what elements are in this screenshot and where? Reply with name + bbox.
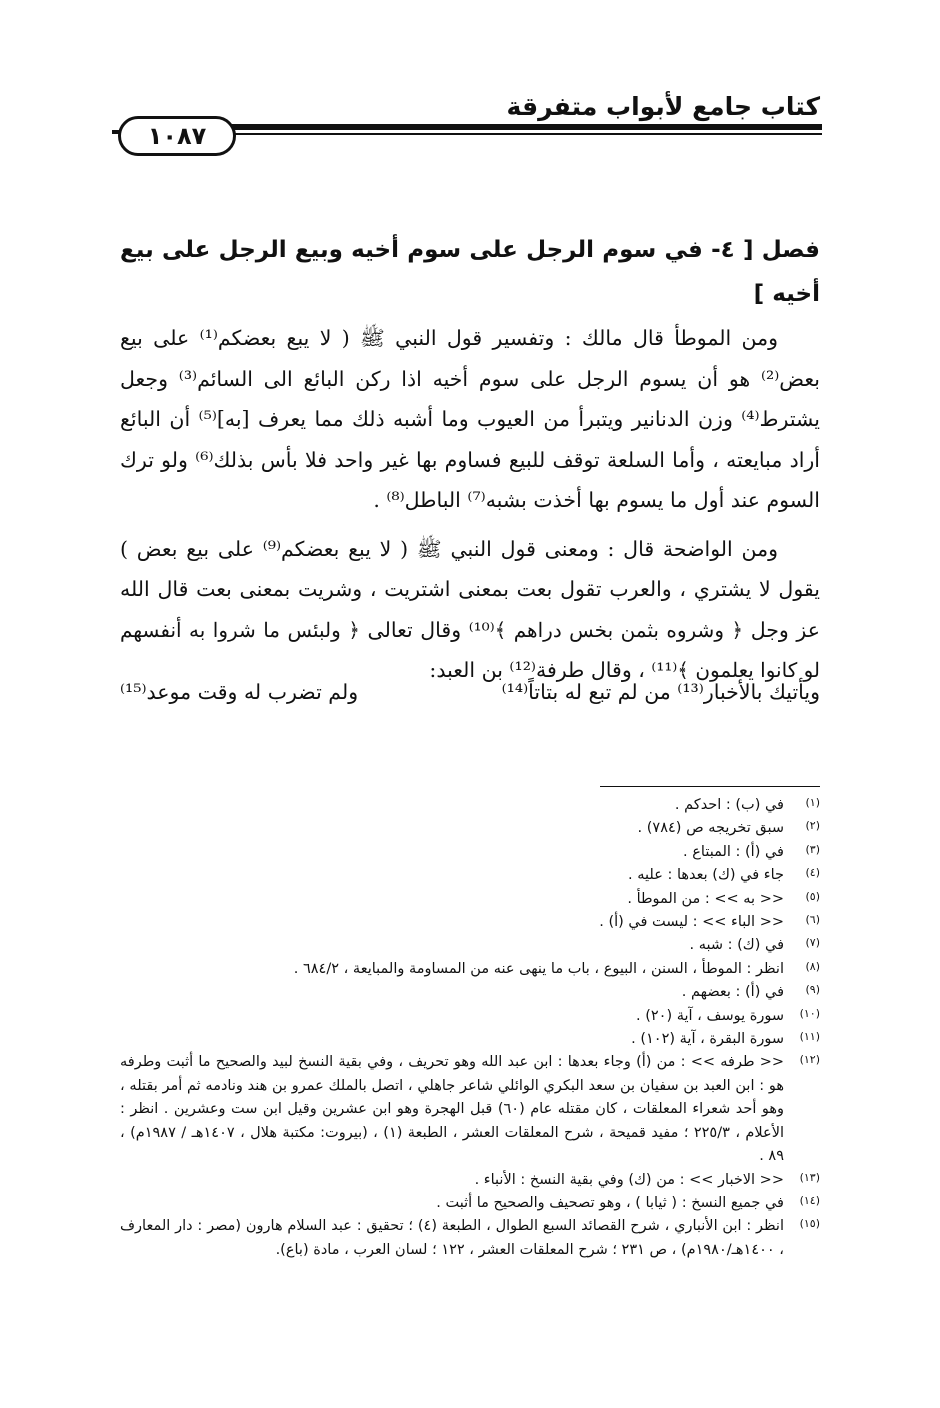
footnote [120,864,820,887]
footnote [120,1028,820,1051]
footnote [120,1215,820,1262]
footnote-number: (١٤) [799,1193,820,1207]
footnote-number: (١٣) [799,1170,820,1184]
footnote-number: (٧) [805,936,820,950]
footnote-number: (١١) [799,1030,820,1044]
paragraph-wadiha-text: ومن الواضحة قال : ومعنى قول النبي ﷺ ( لا يبع بعضكم⁽⁹⁾ على بيع بعض ) يقول لا يشتري ، والعرب تقول بعت بمعنى اشتريت ، وشريت بمعنى بعت قال الله عز وجل [120,536,820,642]
quran-quote-baqara: ﴿ ولبئس ما شروا به أنفسهم لو كانوا يعلمون ﴾⁽¹¹⁾ [120,617,820,682]
footnote-text: << الباء >> : ليست في (أ) . [599,914,784,931]
footnote-text: << به >> : من الموطأ . [627,890,784,907]
footnote [120,1051,820,1168]
footnote-text: سورة يوسف ، آية (٢٠) . [635,1007,784,1024]
page-number: ١٠٨٧ [147,122,207,150]
footnote-number: (١٢) [799,1053,820,1067]
footnote-number: (١) [805,796,820,809]
header-rule [228,124,822,130]
footnote [120,817,820,840]
running-title: كتاب جامع لأبواب متفرقة [506,92,820,121]
quran-quote-yusuf: ﴿ وشروه بثمن بخس دراهم ﴾⁽¹⁰⁾ [468,617,744,642]
footnote [120,911,820,934]
main-text [120,228,820,691]
paragraph-wadiha-text-3: ، وقال طرفة⁽¹²⁾ بن العبد: [429,658,645,682]
footnote-number: (١٥) [799,1217,820,1231]
header-rule-thin [228,133,822,135]
footnote-text: في (أ) : المبتاع . [683,843,784,860]
poem-second-hemistich: ولم تضرب له وقت موعد⁽¹⁵⁾ [120,680,359,704]
footnote-separator [600,786,820,787]
footnote-text: << طرفه >> : من (أ) وجاء بعدها : ابن عبد الله وهو تحريف ، وفي بقية النسخ لبيد والصحيح ما أثبت وطرفه هو : ابن العبد بن سفيان بن سعد البكري الوائلي شاعر جاهلي ، اتصل بالملك عمرو بن هند ونادمه ثم أمر بقتله ، وهو أحد شعراء المعلقات ، كان مقتله عام (٦٠) قبل الهجرة وهو ابن عشرين وقيل ابن ست وعشرين . انظر : الأعلام ، ٢٢٥/٣ ؛ مفيد قميحة ، شرح المعلقات العشر ، الطبعة (١) ، (بيروت: مكتبة هلال ، ١٤٠٧هـ / ١٩٨٧م) ، ٨٩ . [120,1054,784,1165]
footnote-number: (٨) [805,959,820,973]
footnote-text: سورة البقرة ، آية (١٠٢) . [631,1031,784,1048]
footnote-text: انظر : ابن الأنباري ، شرح القصائد السبع الطوال ، الطبعة (٤) ؛ تحقيق : عبد السلام هارون (مصر : دار المعارف ، ١٤٠٠هـ/١٩٨٠م) ، ص ٢٣١ ؛ شرح المعلقات العشر ، ١٢٢ ؛ لسان العرب ، مادة (باع). [120,1218,784,1258]
footnote-number: (٩) [805,983,820,997]
footnote-text: << الاخبار >> : من (ك) وفي بقية النسخ : الأنباء . [474,1171,784,1188]
footnote-number: (٢) [805,819,820,833]
paragraph-muwatta: ومن الموطأ قال مالك : وتفسير قول النبي ﷺ ( لا يبع بعضكم⁽¹⁾ على بيع بعض⁽²⁾ هو أن يسوم الرجل على سوم أخيه اذا ركن البائع الى السائم⁽³⁾ وجعل يشترط⁽⁴⁾ وزن الدنانير ويتبرأ من العيوب وما أشبه ذلك مما يعرف [به]⁽⁵⁾ أن البائع أراد مبايعته ، وأما السلعة توقف للبيع فساوم بها غير واحد فلا بأس بذلك⁽⁶⁾ ولو ترك السوم عند أول ما يسوم بها أخذت بشبه⁽⁷⁾ الباطل⁽⁸⁾ . [120,326,821,512]
footnote [120,981,820,1004]
footnote [120,841,820,864]
footnote [120,794,820,817]
footnote-number: (٤) [805,866,820,880]
footnote-number: (٣) [805,842,820,856]
footnote [120,888,820,911]
footnote [120,1169,820,1192]
footnote [120,958,820,981]
footnote-text: في (ك) : شبه . [689,937,784,954]
footnotes [120,794,820,1262]
poem-first-hemistich: ويأتيك بالأخبار⁽¹³⁾ من لم تبع له بتاتاً⁽¹⁴⁾ [501,680,820,704]
poem-verse [120,680,820,720]
footnote-number: (٥) [805,889,820,903]
footnote-number: (٦) [805,913,820,927]
chapter-title: فصل [ ٤- في سوم الرجل على سوم أخيه وبيع الرجل على بيع أخيه ] [120,237,820,307]
footnote-text: في (أ) : بعضهم . [681,984,784,1001]
footnote-text: سبق تخريجه ص (٧٨٤) . [637,820,784,837]
footnote-text: في (ب) : احدكم . [674,797,784,813]
footnote-text: انظر : الموطأ ، السنن ، البيوع ، باب ما ينهى عنه من المساومة والمبايعة ، ٦٨٤/٢ . [293,960,784,977]
paragraph-wadiha [120,529,820,691]
page-number-badge [118,116,236,156]
footnote [120,934,820,957]
footnote [120,1192,820,1215]
footnote-text: في جميع النسخ : ( ثيابا ) ، وهو تصحيف والصحيح ما أثبت . [436,1194,784,1211]
footnote-text: جاء في (ك) بعدها : عليه . [628,867,784,884]
footnote-number: (١٠) [799,1006,820,1020]
footnote [120,1005,820,1028]
paragraph-wadiha-text-2: وقال تعالى [367,617,462,642]
